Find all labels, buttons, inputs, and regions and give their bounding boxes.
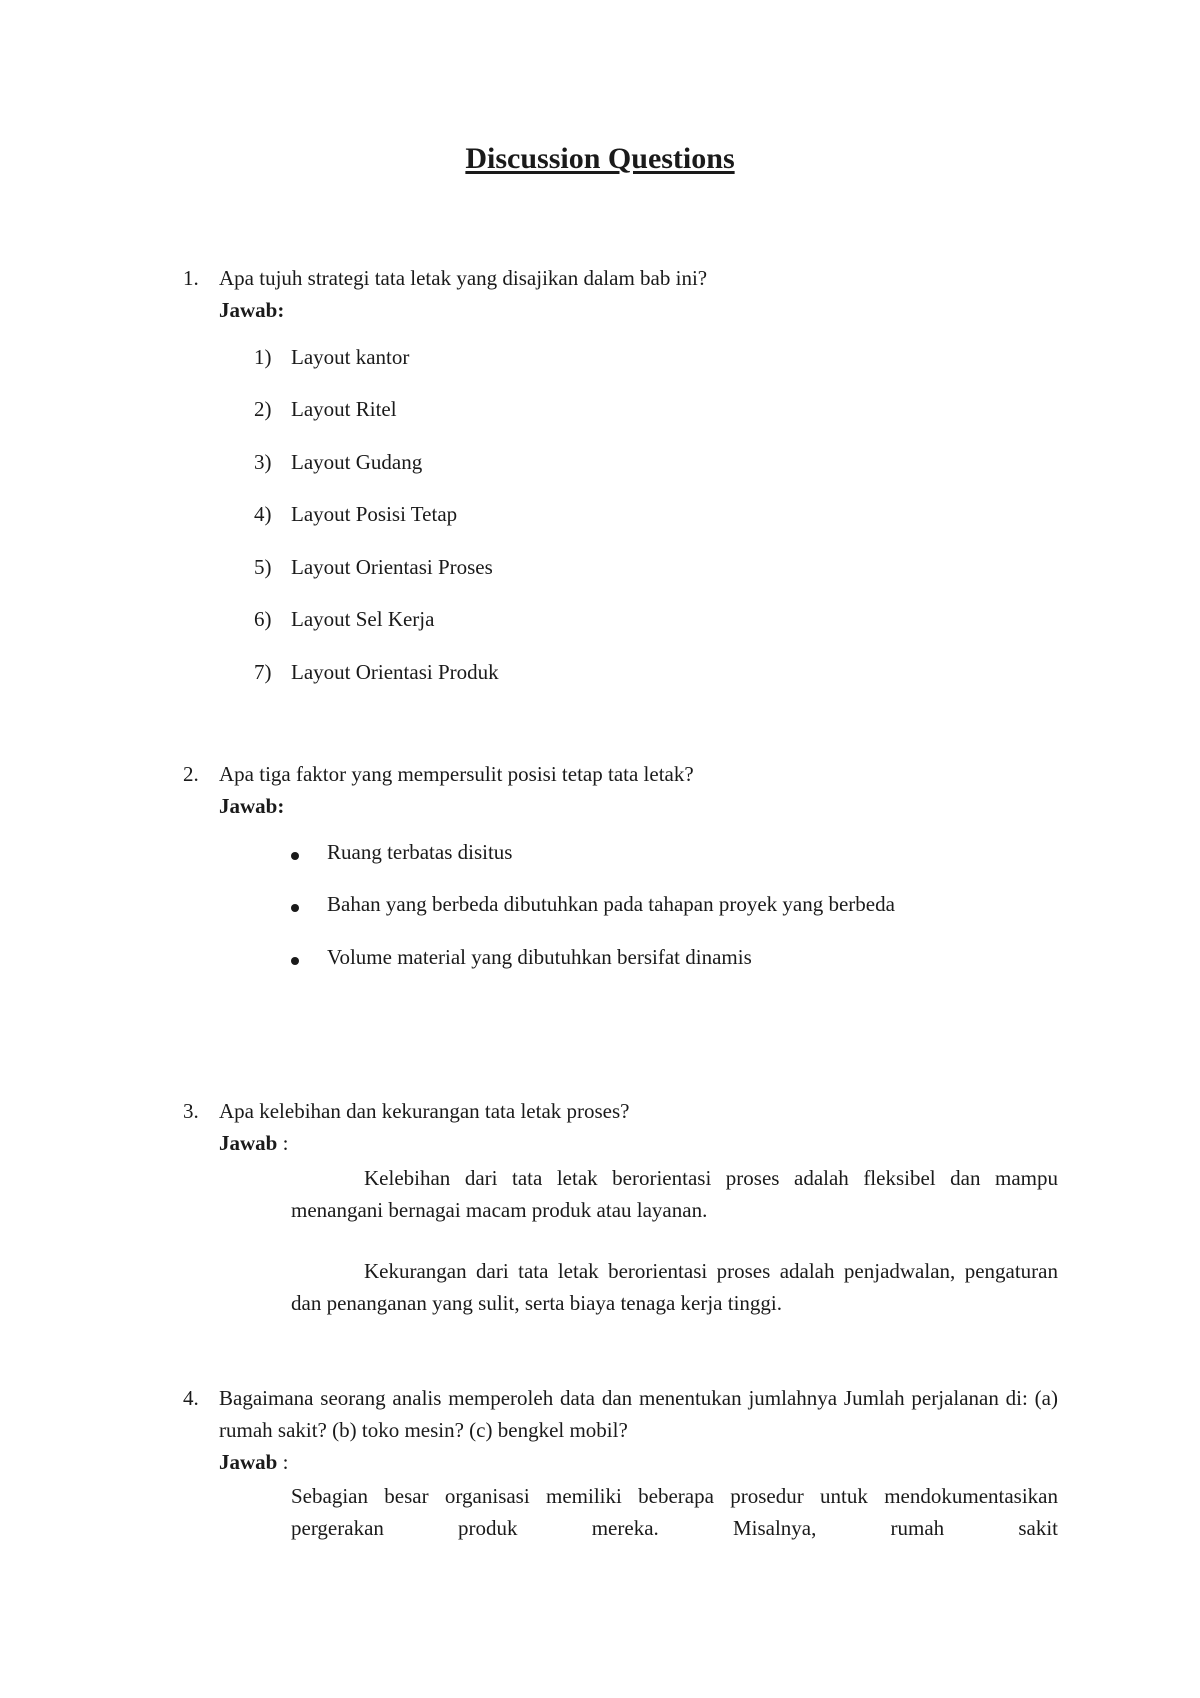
bullet-icon	[291, 957, 299, 965]
list-item-text: Layout Gudang	[291, 450, 423, 474]
question-1-answer-label: Jawab:	[219, 298, 285, 322]
answer-label-colon: :	[277, 1450, 289, 1474]
question-4-answer-label	[219, 1450, 288, 1475]
bullet-item-text: Bahan yang berbeda dibutuhkan pada tahapan proyek yang berbeda	[327, 892, 895, 916]
list-item-number: 6)	[254, 607, 272, 631]
list-item-text: Layout Orientasi Produk	[291, 660, 499, 684]
question-4-number: 4.	[183, 1386, 199, 1410]
bullet-item-text: Ruang terbatas disitus	[327, 840, 513, 864]
list-item-text: Layout Posisi Tetap	[291, 502, 458, 526]
bullet-item-text: Volume material yang dibutuhkan bersifat dinamis	[327, 945, 752, 969]
list-item-number: 5)	[254, 555, 272, 579]
list-item-text: Layout Ritel	[291, 397, 397, 421]
list-item-text: Layout Sel Kerja	[291, 607, 435, 631]
question-3-number: 3.	[183, 1099, 199, 1123]
question-4-answer-paragraph: Sebagian besar organisasi memiliki beberapa prosedur untuk mendokumentasikan pergerakan produk mereka. Misalnya, rumah sakit	[291, 1484, 1058, 1540]
bullet-icon	[291, 852, 299, 860]
answer-label-text: Jawab	[219, 1450, 278, 1474]
question-2-answer-label: Jawab:	[219, 794, 285, 818]
question-3-answer-label	[219, 1131, 288, 1156]
list-item-number: 3)	[254, 450, 272, 474]
bullet-icon	[291, 904, 299, 912]
question-3-answer-paragraph-advantages: Kelebihan dari tata letak berorientasi proses adalah fleksibel dan mampu menangani bernagai macam produk atau layanan.	[291, 1166, 1058, 1222]
question-2-number: 2.	[183, 762, 199, 786]
list-item-number: 1)	[254, 345, 272, 369]
question-3-answer-paragraph-disadvantages: Kekurangan dari tata letak berorientasi proses adalah penjadwalan, pengaturan dan penanganan yang sulit, serta biaya tenaga kerja tinggi.	[291, 1259, 1058, 1315]
question-4-text: Bagaimana seorang analis memperoleh data dan menentukan jumlahnya Jumlah perjalanan di: (a) rumah sakit? (b) toko mesin? (c) bengkel mobil?	[219, 1386, 1058, 1442]
answer-label-colon: :	[277, 1131, 289, 1155]
list-item-number: 4)	[254, 502, 272, 526]
question-3-text: Apa kelebihan dan kekurangan tata letak proses?	[219, 1099, 630, 1123]
list-item-number: 7)	[254, 660, 272, 684]
answer-label-text: Jawab	[219, 1131, 278, 1155]
list-item-text: Layout Orientasi Proses	[291, 555, 493, 579]
question-2-text: Apa tiga faktor yang mempersulit posisi tetap tata letak?	[219, 762, 694, 786]
list-item-number: 2)	[254, 397, 272, 421]
list-item-text: Layout kantor	[291, 345, 410, 369]
page-title: Discussion Questions	[465, 142, 735, 175]
question-1-number: 1.	[183, 266, 199, 290]
question-1-text: Apa tujuh strategi tata letak yang disajikan dalam bab ini?	[219, 266, 708, 290]
